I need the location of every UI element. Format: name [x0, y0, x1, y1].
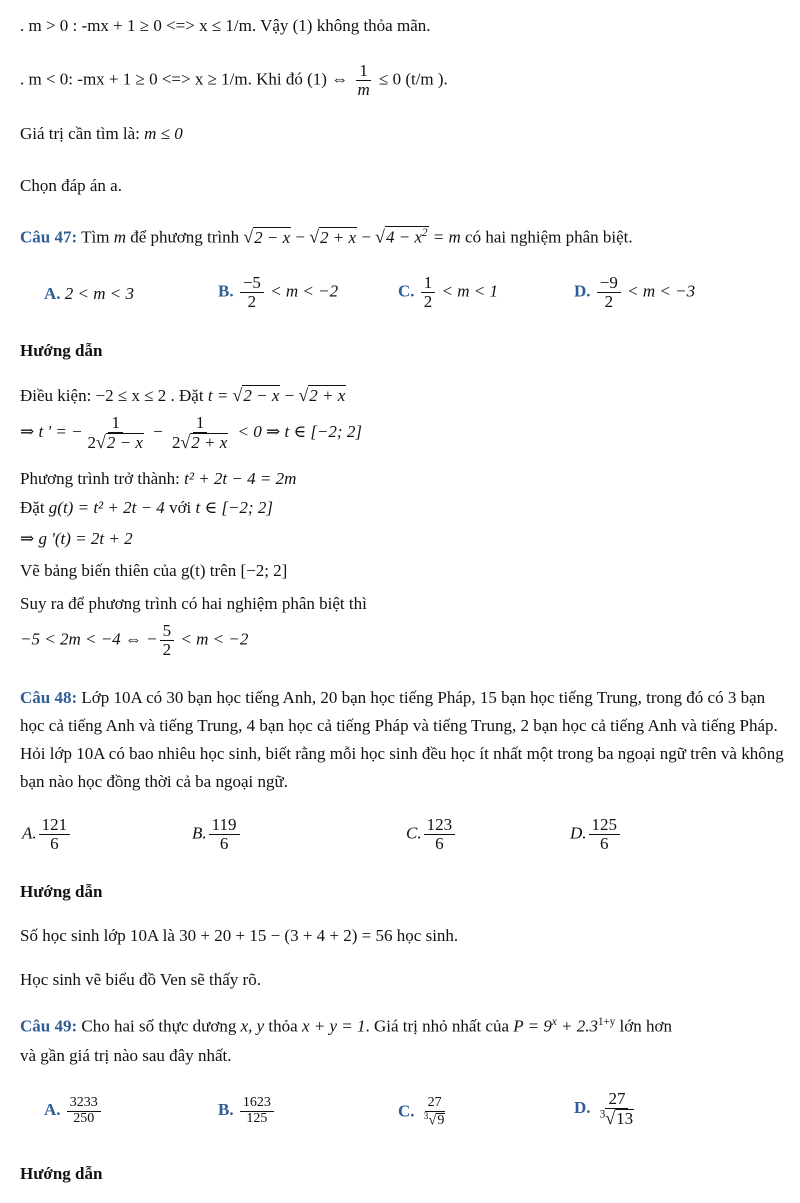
text: để phương trình	[125, 227, 244, 247]
numerator: 3233	[67, 1096, 101, 1112]
fraction	[597, 1090, 637, 1128]
numerator: −9	[597, 274, 621, 293]
math: [−2; 2]	[240, 561, 288, 580]
fraction	[421, 274, 436, 311]
option-d[interactable]	[570, 816, 622, 853]
option-value: 2 < m < 3	[64, 284, 135, 303]
option-label: B.	[192, 823, 207, 843]
fraction	[85, 414, 147, 452]
text: . Giá trị nhỏ nhất của	[365, 1016, 514, 1036]
option-value: < m < 1	[437, 281, 499, 301]
math: < m < −2	[176, 629, 249, 649]
math: x, y	[240, 1016, 265, 1036]
option-label: C.	[406, 823, 422, 843]
sqrt-symbol: √	[232, 385, 243, 405]
text: có hai nghiệm phân biệt.	[460, 227, 633, 247]
guide-heading: Hướng dẫn	[20, 341, 103, 360]
text: lớn hơn	[615, 1016, 672, 1036]
math: + 2.3	[556, 1016, 598, 1036]
option-a[interactable]	[44, 1096, 103, 1126]
denominator: 6	[50, 833, 59, 853]
denominator: m	[357, 79, 370, 99]
text: Số học sinh lớp 10A là	[20, 926, 180, 945]
question-text: Lớp 10A có 30 bạn học tiếng Anh, 20 bạn học tiếng Pháp, 15 bạn học tiếng Trung, trong đó có 3 bạn học cả tiếng Anh và tiếng Trung, 4 bạn học cả tiếng Pháp và tiếng Trung, 2 bạn học cả tiếng Anh và tiếng Pháp. Hỏi lớp 10A có bao nhiêu học sinh, biết rằng mỗi học sinh đều học ít nhất một trong ba ngoại ngữ trên và không bạn nào học đồng thời cả ba ngoại ngữ.	[20, 688, 784, 791]
numerator: 1	[356, 62, 371, 81]
option-a[interactable]	[44, 284, 134, 304]
numerator: 27	[425, 1096, 445, 1112]
math: t² + 2t − 4 = 2m	[184, 469, 297, 488]
math: < 0 ⇒ t ∈ [−2; 2]	[233, 421, 362, 441]
numerator: 1	[421, 274, 436, 293]
exponent: 2	[422, 227, 428, 239]
text: . m < 0: -mx + 1 ≥ 0 <=> x ≥ 1/m. Khi đó (1) ⇔	[20, 69, 353, 89]
fraction	[169, 414, 231, 452]
exponent: 1+y	[597, 1016, 616, 1028]
question-49-cont: và gần giá trị nào sau đây nhất.	[20, 1046, 232, 1065]
denominator: 6	[219, 833, 229, 853]
option-label: D.	[574, 1097, 591, 1117]
root-index: 3	[423, 1110, 429, 1121]
question-47: Câu 47: Tìm m để phương trình $√2 - x - √2 + x - √4 - x^2 = m$ có hai nghiệm phân biệt.	[20, 226, 633, 247]
math: 30 + 20 + 15 − (3 + 4 + 2) = 56	[179, 926, 393, 945]
question-48	[20, 684, 785, 796]
numerator: 1	[108, 414, 123, 433]
radicand: 2 − x	[254, 227, 291, 247]
sqrt-symbol: √	[309, 226, 320, 247]
guide-heading: Hướng dẫn	[20, 1164, 103, 1183]
text: Điều kiện: −2 ≤ x ≤ 2 . Đặt	[20, 386, 208, 405]
numerator: 5	[160, 622, 175, 641]
coefficient: 2	[171, 432, 181, 452]
operator: −	[148, 421, 167, 441]
guide-line-g-derivative	[20, 529, 133, 549]
line-choose-answer: Chọn đáp án a.	[20, 176, 122, 195]
radicand: 2 − x	[106, 432, 143, 452]
sqrt-symbol: √	[180, 431, 191, 452]
math: t =	[207, 386, 233, 405]
option-d[interactable]	[574, 274, 695, 311]
math: g(t) = t² + 2t − 4	[48, 498, 165, 517]
fraction	[597, 274, 621, 311]
denominator	[421, 1112, 449, 1129]
sqrt-symbol: √	[243, 226, 254, 247]
option-d[interactable]	[574, 1090, 639, 1128]
question-label: Câu 49:	[20, 1016, 78, 1036]
radicand: 2 + x	[320, 227, 357, 247]
math: m ≤ 0	[144, 124, 183, 143]
text: Tìm	[77, 227, 114, 247]
option-c[interactable]	[398, 274, 498, 311]
option-b[interactable]	[218, 274, 338, 311]
option-label: D.	[574, 281, 591, 301]
sqrt-symbol: √	[375, 226, 385, 247]
sqrt-symbol: √	[428, 1112, 437, 1129]
option-value: < m < −2	[265, 281, 339, 301]
question-label: Câu 47:	[20, 227, 78, 247]
guide-line-deduce: Suy ra để phương trình có hai nghiệm phân biệt thì	[20, 594, 367, 613]
math: P = 9	[513, 1016, 552, 1036]
numerator: 121	[39, 816, 71, 835]
math: ⇒ g '(t) = 2t + 2	[20, 529, 133, 548]
math: = m	[428, 227, 461, 247]
option-label: C.	[398, 1101, 415, 1121]
sqrt-symbol: √	[96, 431, 106, 452]
denominator: 2	[604, 291, 614, 311]
radicand: 2 + x	[309, 386, 346, 405]
option-value: < m < −3	[622, 281, 696, 301]
fraction	[240, 274, 264, 311]
fraction	[209, 816, 240, 853]
denominator	[169, 433, 231, 452]
radicand-text: 4 − x	[385, 227, 422, 247]
numerator: 123	[424, 816, 456, 835]
math: t ∈ [−2; 2]	[195, 498, 273, 517]
option-label: B.	[218, 1100, 234, 1120]
guide-heading: Hướng dẫn	[20, 882, 103, 901]
fraction	[240, 1096, 274, 1126]
guide-line-result	[20, 622, 248, 659]
text: Phương trình trở thành:	[20, 469, 185, 488]
denominator: 2	[162, 639, 172, 659]
exponent: x	[551, 1016, 557, 1028]
text: học sinh.	[392, 926, 459, 945]
question-label: Câu 48:	[20, 688, 78, 707]
math: −5 < 2m < −4 ⇔ −	[20, 629, 158, 649]
fraction	[160, 622, 175, 659]
fraction	[589, 816, 621, 853]
denominator: 6	[600, 833, 609, 853]
line-case-m-positive: . m > 0 : -mx + 1 ≥ 0 <=> x ≤ 1/m. Vậy (1) không thỏa mãn.	[20, 16, 431, 35]
fraction	[424, 816, 456, 853]
math: ⇒ t ' = −	[20, 421, 83, 441]
question-49	[20, 1016, 672, 1037]
denominator: 250	[73, 1110, 95, 1126]
guide-line-venn: Học sinh vẽ biểu đồ Ven sẽ thấy rõ.	[20, 970, 261, 989]
radicand: 9	[437, 1113, 445, 1129]
denominator: 2	[247, 291, 257, 311]
math: m	[113, 227, 126, 247]
numerator: 1	[193, 414, 208, 433]
text: Vẽ bảng biến thiên của g(t) trên	[20, 561, 241, 580]
guide-line-condition: Điều kiện: −2 ≤ x ≤ 2 . Đặt t = √2 − x − √2 + x	[20, 385, 346, 405]
guide-line-define-g	[20, 498, 273, 518]
option-label: A.	[44, 1100, 61, 1120]
denominator: 6	[435, 833, 444, 853]
radicand: 13	[616, 1108, 634, 1128]
numerator: −5	[240, 274, 264, 293]
text: Đặt	[20, 498, 49, 517]
option-label: A.	[44, 284, 61, 303]
option-c[interactable]	[398, 1096, 450, 1129]
denominator: 125	[246, 1110, 268, 1126]
denominator: 2	[423, 291, 433, 311]
fraction	[354, 62, 372, 99]
radicand: 2 + x	[191, 432, 228, 452]
option-label: C.	[398, 281, 415, 301]
numerator: 27	[605, 1090, 628, 1109]
line-required-value	[20, 124, 183, 144]
denominator	[597, 1109, 637, 1128]
sqrt-symbol: √	[298, 385, 309, 405]
option-b[interactable]	[192, 816, 242, 853]
math: x + y = 1	[301, 1016, 366, 1036]
option-c[interactable]	[406, 816, 457, 853]
numerator: 1623	[240, 1096, 274, 1112]
text: ≤ 0 (t/m ).	[374, 69, 448, 89]
text: Cho hai số thực dương	[77, 1016, 241, 1036]
fraction	[67, 1096, 101, 1126]
text: thỏa	[264, 1016, 302, 1036]
coefficient: 2	[87, 432, 97, 452]
option-label: B.	[218, 281, 234, 301]
option-label: D.	[570, 823, 587, 843]
sqrt-symbol: √	[605, 1107, 616, 1128]
radicand	[385, 226, 429, 248]
denominator	[85, 433, 147, 452]
guide-line-count	[20, 926, 458, 946]
line-case-m-negative	[20, 62, 448, 99]
text: Giá trị cần tìm là:	[20, 124, 145, 143]
numerator: 125	[589, 816, 621, 835]
option-a[interactable]	[22, 816, 72, 853]
fraction	[421, 1096, 449, 1129]
text: với	[164, 498, 196, 517]
root-index: 3	[599, 1108, 606, 1121]
option-label: A.	[22, 823, 37, 843]
guide-line-variation-table	[20, 561, 287, 581]
option-b[interactable]	[218, 1096, 276, 1126]
radicand: 2 − x	[243, 386, 280, 405]
numerator: 119	[209, 816, 240, 835]
guide-line-transform	[20, 469, 296, 489]
fraction	[39, 816, 71, 853]
guide-line-derivative	[20, 414, 362, 452]
